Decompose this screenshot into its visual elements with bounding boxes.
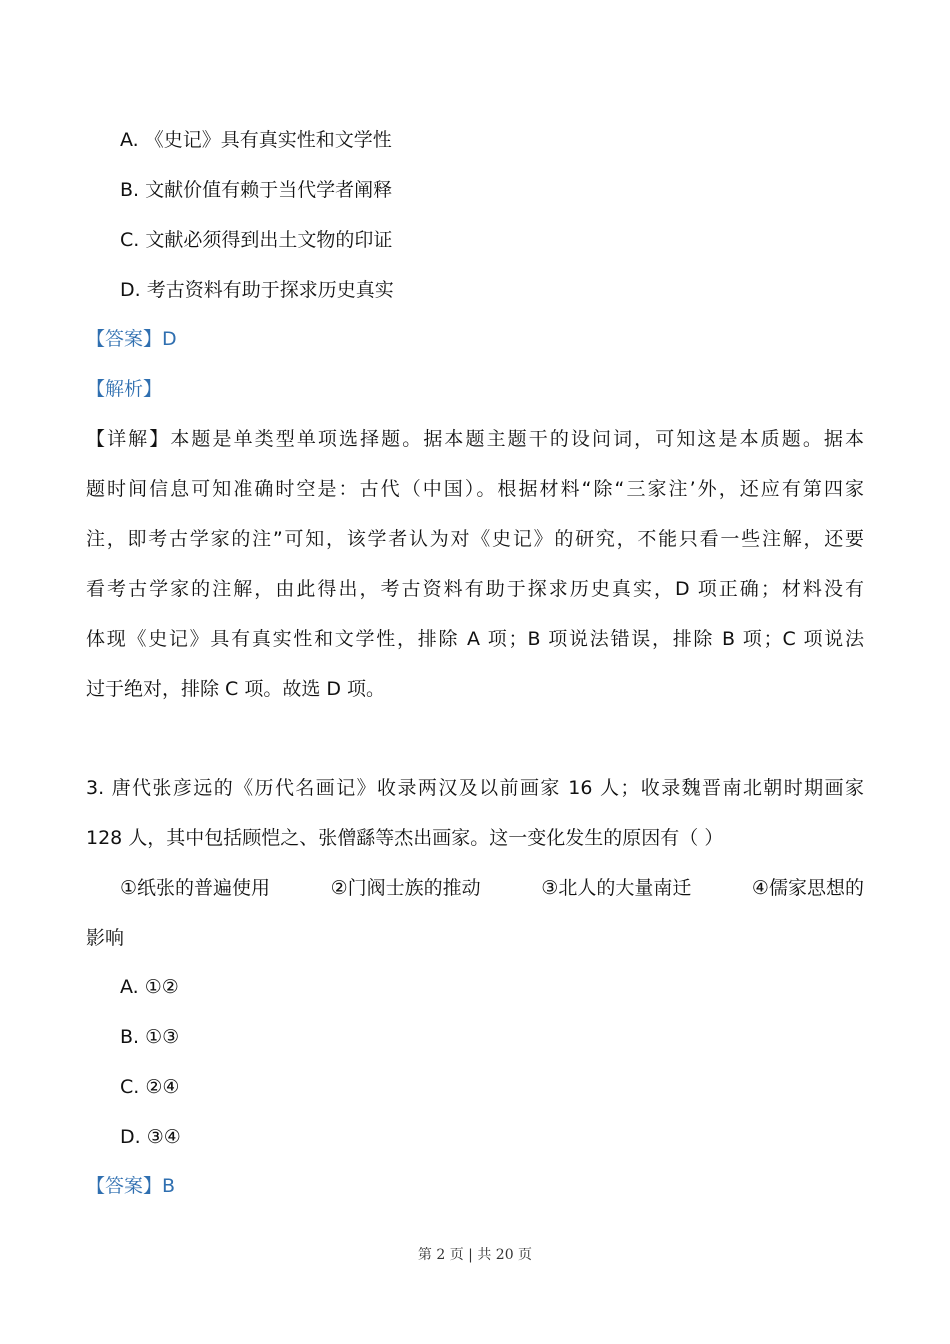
option-text: ①② [144, 976, 179, 998]
answer-value: B [162, 1175, 176, 1197]
option-c [120, 228, 392, 252]
option-text: ①③ [145, 1026, 180, 1048]
question-item: ①纸张的普遍使用 [120, 877, 271, 899]
detail-line: 看考古学家的注解，由此得出，考古资料有助于探求历史真实，D 项正确；材料没有 [86, 578, 864, 600]
detail-line: 注，即考古学家的注”可知，该学者认为对《史记》的研究，不能只看一些注解，还要 [86, 528, 864, 550]
option-letter: C. [120, 229, 140, 251]
detail-line: 【详解】本题是单类型单项选择题。据本题主题干的设问词，可知这是本质题。据本 [86, 428, 864, 450]
answer-value: D [162, 328, 177, 350]
detail-line: 题时间信息可知准确时空是：古代（中国）。根据材料“除“三家注’外，还应有第四家 [86, 478, 864, 500]
option-text: ②④ [145, 1076, 180, 1098]
answer-label: 【答案】 [86, 1175, 163, 1197]
q3-option-b [120, 1025, 179, 1049]
option-letter: D. [120, 1126, 141, 1148]
answer-line [86, 327, 177, 351]
option-letter: B. [120, 179, 140, 201]
question-stem-line: 128 人，其中包括顾恺之、张僧繇等杰出画家。这一变化发生的原因有（ ） [86, 827, 724, 849]
option-text: 文献价值有赖于当代学者阐释 [145, 179, 393, 201]
question-item: ③北人的大量南迁 [541, 877, 692, 899]
question-item: ④儒家思想的 [751, 877, 864, 899]
option-letter: B. [120, 1026, 140, 1048]
question-item-wrap: 影响 [86, 927, 125, 949]
q3-option-c [120, 1075, 179, 1099]
option-text: 《史记》具有真实性和文学性 [144, 129, 392, 151]
option-b [120, 178, 392, 202]
detail-line: 过于绝对，排除 C 项。故选 D 项。 [86, 678, 386, 700]
option-letter: A. [120, 129, 139, 151]
question-items [86, 876, 864, 900]
option-letter: D. [120, 279, 141, 301]
option-text: 文献必须得到出土文物的印证 [145, 229, 393, 251]
option-text: 考古资料有助于探求历史真实 [146, 279, 394, 301]
q3-option-d [120, 1125, 181, 1149]
answer-label: 【答案】 [86, 328, 163, 350]
option-text: ③④ [146, 1126, 181, 1148]
option-d [120, 278, 394, 302]
option-letter: A. [120, 976, 139, 998]
option-letter: C. [120, 1076, 140, 1098]
question-item: ②门阀士族的推动 [330, 877, 481, 899]
analysis-label: 【解析】 [86, 378, 163, 400]
page-footer: 第 2 页 | 共 20 页 [417, 1247, 533, 1263]
q3-option-a [120, 975, 179, 999]
detail-line: 体现《史记》具有真实性和文学性，排除 A 项；B 项说法错误，排除 B 项；C 项说法 [86, 628, 864, 650]
question-stem-line: 3. 唐代张彦远的《历代名画记》收录两汉及以前画家 16 人；收录魏晋南北朝时期画家 [86, 777, 864, 799]
q3-answer-line [86, 1174, 175, 1198]
option-a [120, 128, 392, 152]
